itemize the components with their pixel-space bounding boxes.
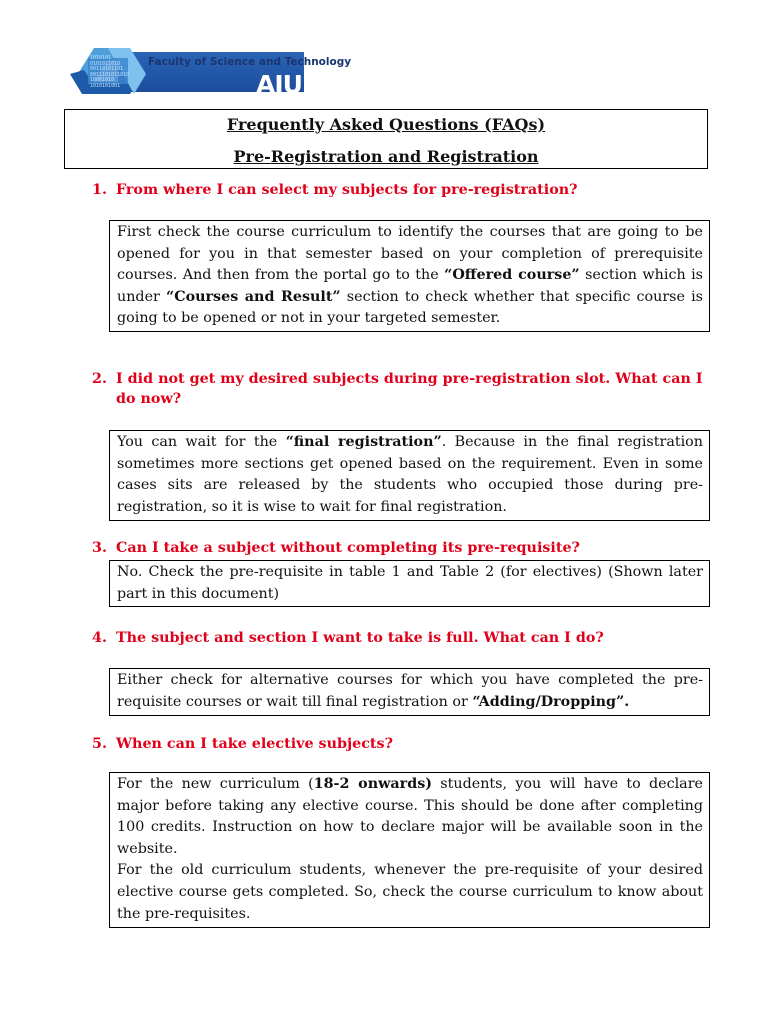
faq-number: 3. xyxy=(92,540,107,556)
logo-binary-line: 10001010 xyxy=(90,77,115,84)
faq-question-2 xyxy=(92,369,712,409)
page-subtitle: Pre-Registration and Registration xyxy=(233,147,539,166)
answer-text: . Because in the final registration sometimes more sections get opened based on the requirement. Even in some cases sits are released by the students who occupied those during pre-registration, so it is wise to wait for final registration. xyxy=(117,434,703,515)
faq-question-5 xyxy=(92,734,712,754)
answer-text: You can wait for the xyxy=(117,434,286,450)
faq-question-3 xyxy=(92,538,712,558)
faq-answer-1 xyxy=(109,220,710,332)
faq-question-text: I did not get my desired subjects during pre-registration slot. What can I do now? xyxy=(116,371,703,407)
logo-binary-line: 0011101011010 xyxy=(90,71,130,78)
faq-answer-4 xyxy=(109,668,710,716)
title-box xyxy=(64,109,708,169)
logo-faculty-text: Faculty of Science and Technology xyxy=(148,56,352,68)
answer-text: students, you will have to declare major before taking any elective course. This should be done after completing 100 credits. Instruction on how to declare major will be available soon in the website. xyxy=(117,776,703,857)
faq-number: 1. xyxy=(92,182,107,198)
faq-question-text: Can I take a subject without completing its pre-requisite? xyxy=(116,540,580,556)
aiub-logo xyxy=(68,44,352,106)
answer-bold-text: “final registration” xyxy=(285,434,442,450)
logo-binary-line: 0101011010 xyxy=(90,60,121,67)
faq-answer-2 xyxy=(109,430,710,521)
logo-binary-line: 00110101101 xyxy=(90,66,124,73)
faq-answer-5 xyxy=(109,772,710,928)
answer-text: For the new curriculum ( xyxy=(117,776,314,792)
answer-text: No. Check the pre-requisite in table 1 and Table 2 (for electives) (Shown later part in this document) xyxy=(117,564,703,602)
page-title: Frequently Asked Questions (FAQs) xyxy=(226,115,546,134)
answer-bold-text: “Courses and Result” xyxy=(165,288,341,305)
faq-question-text: The subject and section I want to take is full. What can I do? xyxy=(116,630,604,646)
answer-text: For the old curriculum students, whenever the pre-requisite of your desired elective course gets completed. So, check the course curriculum to know about the pre-requisites. xyxy=(117,862,703,922)
answer-text: Either check for alternative courses for which you have completed the pre-requisite courses or wait till final registration or xyxy=(117,672,703,710)
logo-aiub-text: AIUB xyxy=(256,70,321,99)
answer-bold-text: “Offered course” xyxy=(444,267,580,284)
answer-text: section which is under xyxy=(117,267,703,305)
logo-binary-line: 1010101 xyxy=(90,55,112,61)
faq-number: 2. xyxy=(92,371,107,387)
faq-question-4 xyxy=(92,628,712,648)
answer-text: section to check whether that specific course is going to be opened or not in your targeted semester. xyxy=(117,288,703,327)
faq-number: 5. xyxy=(92,736,107,752)
faq-answer-3 xyxy=(109,560,710,607)
answer-text: First check the course curriculum to identify the courses that are going to be opened for you in that semester based on your completion of prerequisite courses. And then from the portal go to the xyxy=(117,224,703,284)
faq-number: 4. xyxy=(92,630,107,646)
faq-question-text: When can I take elective subjects? xyxy=(116,736,393,752)
answer-bold-text: “Adding/Dropping”. xyxy=(472,693,630,710)
faq-question-text: From where I can select my subjects for pre-registration? xyxy=(116,182,578,198)
faq-question-1 xyxy=(92,180,712,200)
answer-bold-text: 18-2 onwards) xyxy=(313,776,433,792)
logo-binary-line: 1010101001 xyxy=(90,82,121,89)
